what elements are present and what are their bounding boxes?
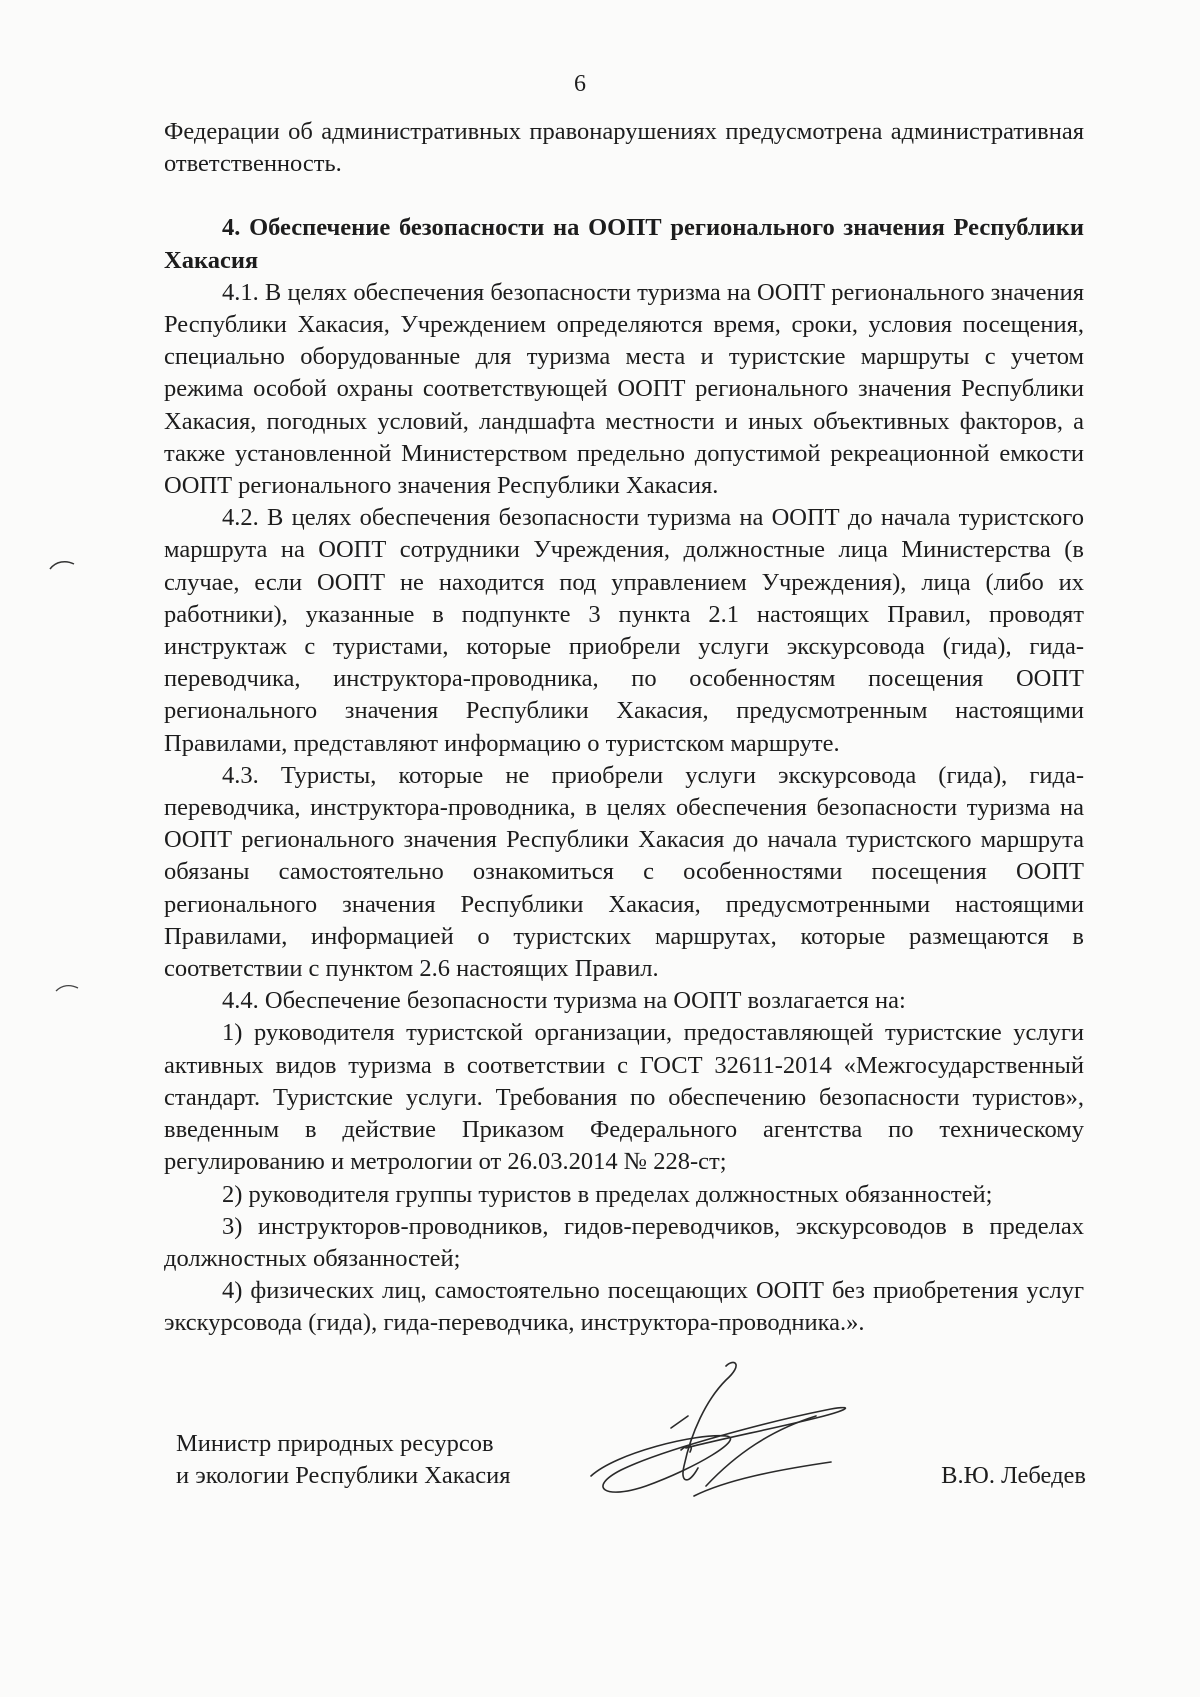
signature-block xyxy=(176,1428,1086,1548)
list-item-2: 2) руководителя группы туристов в пределах должностных обязанностей; xyxy=(222,1180,993,1208)
handwritten-signature xyxy=(576,1358,866,1508)
signer-name: В.Ю. Лебедев xyxy=(941,1462,1086,1489)
list-item-1: 1) руководителя туристской организации, предоставляющей туристские услуги активных видов туризма в соответствии с ГОСТ 32611-2014 «Межгосударственный стандарт. Туристские услуги. Требования по обеспечению безопасности туристов», введенным в действие Приказом Федерального агентства по техническому регулированию и метрологии от 26.03.2014 № 228-ст; xyxy=(164,1019,1084,1176)
section-heading: 4. Обеспечение безопасности на ООПТ регионального значения Республики Хакасия xyxy=(164,214,1084,274)
signer-title-line-2: и экологии Республики Хакасия xyxy=(176,1462,511,1489)
page-number: 6 xyxy=(574,71,586,97)
paragraph-4-4: 4.4. Обеспечение безопасности туризма на ООПТ возлагается на: xyxy=(222,987,906,1015)
paragraph-4-3: 4.3. Туристы, которые не приобрели услуги экскурсовода (гида), гида-переводчика, инструктора-проводника, в целях обеспечения безопасности туризма на ООПТ регионального значения Республики Хакасия до начала туристского маршрута обязаны самостоятельно ознакомиться с особенностями посещения ООПТ регионального значения Республики Хакасия, предусмотренными настоящими Правилами, информацией о туристских маршрутах, которые размещаются в соответствии с пунктом 2.6 настоящих Правил. xyxy=(164,761,1084,983)
signer-title-line-1: Министр природных ресурсов xyxy=(176,1430,494,1457)
margin-mark-upper xyxy=(48,555,78,575)
margin-mark-lower xyxy=(54,980,82,996)
signer-title xyxy=(176,1428,510,1492)
document-body xyxy=(164,116,1084,1340)
paragraph-4-1: 4.1. В целях обеспечения безопасности туризма на ООПТ регионального значения Республики Хакасия, Учреждением определяются время, сроки, условия посещения, специально оборудованные для туризма места и туристские маршруты с учетом режима особой охраны соответствующей ООПТ регионального значения Республики Хакасия, погодных условий, ландшафта местности и иных объективных факторов, а также установленной Министерством предельно допустимой рекреационной емкости ООПТ регионального значения Республики Хакасия. xyxy=(164,278,1084,500)
paragraph-4-2: 4.2. В целях обеспечения безопасности туризма на ООПТ до начала туристского маршрута на ООПТ сотрудники Учреждения, должностные лица Министерства (в случае, если ООПТ не находится под управлением Учреждения), лица (либо их работники), указанные в подпункте 3 пункта 2.1 настоящих Правил, проводят инструктаж с туристами, которые приобрели услуги экскурсовода (гида), гида-переводчика, инструктора-проводника, по особенностям посещения ООПТ регионального значения Республики Хакасия, предусмотренным настоящими Правилами, представляют информацию о туристском маршруте. xyxy=(164,504,1084,757)
continuation-paragraph: Федерации об административных правонарушениях предусмотрена административная ответственность. xyxy=(164,118,1084,178)
list-item-3: 3) инструкторов-проводников, гидов-переводчиков, экскурсоводов в пределах должностных обязанностей; xyxy=(164,1212,1084,1272)
list-item-4: 4) физических лиц, самостоятельно посещающих ООПТ без приобретения услуг экскурсовода (гида), гида-переводчика, инструктора-проводника.». xyxy=(164,1277,1084,1337)
